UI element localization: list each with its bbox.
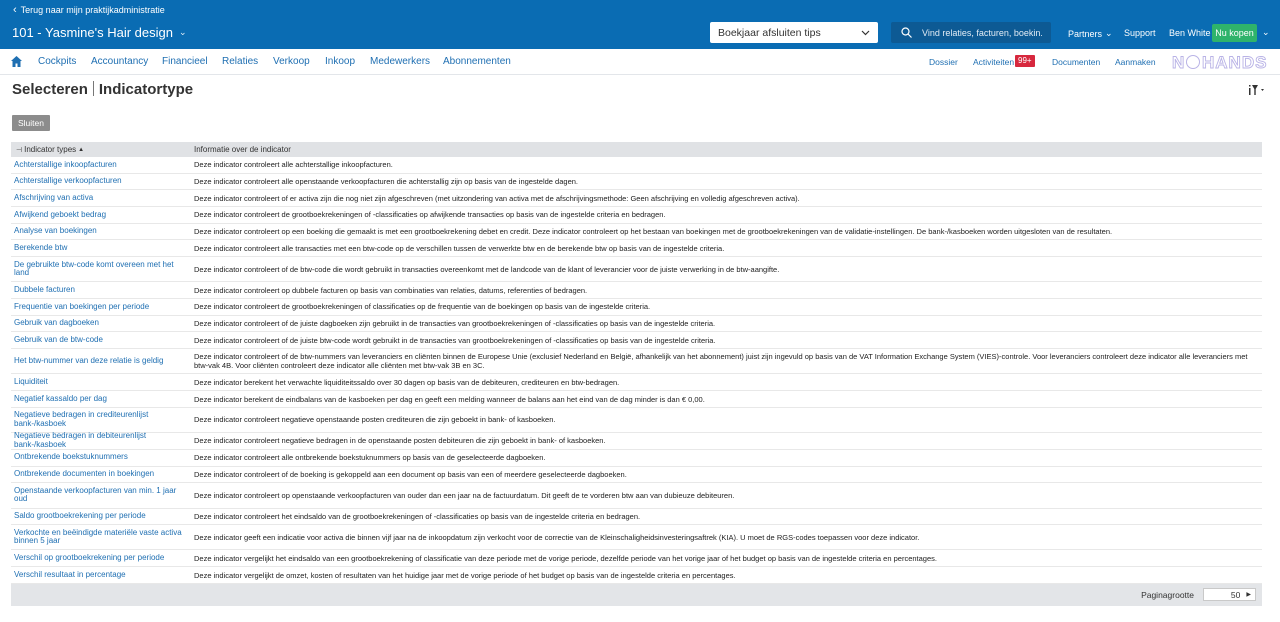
table-row[interactable]	[11, 240, 1262, 257]
company-selector[interactable]	[12, 25, 187, 40]
table-row[interactable]	[11, 567, 1262, 584]
indicator-type-link[interactable]: De gebruikte btw-code komt overeen met het land	[14, 259, 174, 278]
chevron-left-icon: ‹	[13, 3, 17, 16]
company-name: 101 - Yasmine's Hair design	[12, 25, 173, 40]
indicator-info: Deze indicator controleert of de juiste btw-code wordt gebruikt in de transacties van grootboekrekeningen of -classificaties op basis van de ingestelde criteria.	[194, 335, 716, 345]
nav-aanmaken[interactable]: Aanmaken	[1115, 57, 1156, 67]
user-name: Ben White	[1169, 28, 1211, 38]
page-size-select[interactable]	[1203, 588, 1256, 601]
user-menu[interactable]	[1169, 28, 1211, 38]
table-row[interactable]	[11, 509, 1262, 526]
indicator-info: Deze indicator controleert alle achterstallige inkoopfacturen.	[194, 160, 393, 170]
indicator-type-link[interactable]: Verschil op grootboekrekening per periode	[14, 553, 165, 563]
indicator-type-link[interactable]: Liquiditeit	[14, 377, 48, 387]
indicator-info: Deze indicator controleert de grootboekrekeningen of -classificaties op afwijkende transacties op basis van de ingestelde criteria en bedragen.	[194, 210, 666, 220]
indicator-info: Deze indicator controleert negatieve bedragen in de openstaande posten debiteuren die zijn geboekt in bank- of kasboeken.	[194, 436, 606, 446]
nav-cockpits[interactable]: Cockpits	[38, 56, 77, 67]
indicator-info: Deze indicator geeft een indicatie voor activa die binnen vijf jaar na de inkoopdatum zijn verkocht voor de correctie van de Kleinschaligheidsinvesteringsaftrek (KIA). U moet de RGS-codes toepassen voor deze indicator.	[194, 532, 920, 542]
filter-icon[interactable]	[1248, 84, 1268, 96]
page-size-label: Paginagrootte	[1141, 589, 1194, 600]
indicator-info: Deze indicator controleert de grootboekrekeningen of classificaties op de frequentie van de boekingen op basis van de ingestelde criteria.	[194, 302, 651, 312]
table-row[interactable]	[11, 174, 1262, 191]
chevron-down-icon: ⌄	[1105, 28, 1113, 38]
table-row[interactable]	[11, 374, 1262, 391]
table-row[interactable]	[11, 467, 1262, 484]
year-close-tips-select[interactable]	[710, 22, 878, 43]
chevron-down-icon	[861, 30, 870, 36]
support-link[interactable]	[1124, 28, 1156, 38]
indicator-type-link[interactable]: Ontbrekende boekstuknummers	[14, 452, 128, 462]
indicator-info: Deze indicator controleert op een boeking die gemaakt is met een grootboekrekening debet en credit. Deze indicator controleert op het bestaan van boekingen met de grootboekrekeningen van de validatie-instellingen. De bank-/kasboeken worden uitgesloten van de resultaten.	[194, 227, 1113, 237]
column-header-label: Indicator types	[24, 145, 77, 154]
buy-now-button[interactable]: Nu kopen	[1212, 24, 1257, 42]
search-icon	[901, 27, 912, 38]
indicator-type-link[interactable]: Ontbrekende documenten in boekingen	[14, 469, 155, 479]
indicator-type-link[interactable]: Frequentie van boekingen per periode	[14, 301, 150, 311]
pin-icon[interactable]: ⊣	[16, 146, 23, 154]
back-link-label: Terug naar mijn praktijkadministratie	[20, 5, 165, 15]
indicator-type-link[interactable]: Verkochte en beëindigde materiële vaste activa binnen 5 jaar	[14, 527, 182, 546]
table-row[interactable]	[11, 257, 1262, 282]
indicator-types-table	[11, 142, 1262, 606]
svg-text:HANDS: HANDS	[1202, 53, 1268, 71]
sort-ascending-icon: ▲	[78, 146, 85, 153]
indicator-type-link[interactable]: Afschrijving van activa	[14, 192, 94, 202]
table-row[interactable]	[11, 483, 1262, 508]
chevron-down-icon[interactable]: ⌄	[1262, 27, 1270, 37]
close-button[interactable]: Sluiten	[12, 115, 50, 131]
table-row[interactable]	[11, 224, 1262, 241]
column-header-info: Informatie over de indicator	[194, 145, 291, 154]
indicator-info: Deze indicator controleert op dubbele facturen op basis van combinaties van relaties, datums, referenties of bedragen.	[194, 285, 588, 295]
activities-count-badge: 99+	[1015, 55, 1035, 67]
indicator-info: Deze indicator controleert alle transacties met een btw-code op de verschillen tussen de verwerkte btw en de berekende btw op basis van de ingestelde criteria.	[194, 243, 725, 253]
indicator-info: Deze indicator controleert of de boeking is gekoppeld aan een document op basis van een of meerdere geselecteerde dagboeken.	[194, 469, 627, 479]
table-row[interactable]	[11, 525, 1262, 550]
nav-abonnementen[interactable]: Abonnementen	[443, 56, 511, 67]
nav-medewerkers[interactable]: Medewerkers	[370, 56, 431, 67]
chevron-down-icon: ⌄	[178, 27, 187, 37]
svg-text:N: N	[1172, 53, 1186, 71]
indicator-type-link[interactable]: Saldo grootboekrekening per periode	[14, 511, 146, 521]
indicator-info: Deze indicator controleert of de btw-nummers van leveranciers en cliënten binnen de Europese Unie (exclusief Nederland en België, afhankelijk van het abonnement) juist zijn ingevuld op basis van de VAT Information Exchange System (VIES)-controle. Voor leveranciers controleert deze indicator alle leveranciers met btw-vak 4B. Voor cliënten controleert deze indicator alle cliënten met btw-vak 3B en 3C.	[194, 352, 1248, 371]
indicator-type-link[interactable]: Achterstallige verkoopfacturen	[14, 176, 122, 186]
table-row[interactable]	[11, 408, 1262, 433]
table-row[interactable]	[11, 332, 1262, 349]
column-header-indicator-types[interactable]	[11, 145, 194, 154]
main-nav	[0, 49, 1280, 75]
indicator-type-link[interactable]: Afwijkend geboekt bedrag	[14, 209, 107, 219]
indicator-info: Deze indicator vergelijkt het eindsaldo van een grootboekrekening of classificatie van deze periode met de vorige periode, dezelfde periode van het vorige jaar of het budget op basis van de ingestelde criteria en percentages.	[194, 553, 937, 563]
nav-verkoop[interactable]: Verkoop	[273, 56, 310, 67]
global-search	[891, 22, 1051, 43]
indicator-type-link[interactable]: Verschil resultaat in percentage	[14, 569, 126, 579]
indicator-type-link[interactable]: Het btw-nummer van deze relatie is geldig	[14, 356, 164, 366]
page-title	[12, 81, 193, 98]
indicator-info: Deze indicator vergelijkt de omzet, kosten of resultaten van het huidige jaar met de vorige periode of het budget op basis van de ingestelde criteria en percentages.	[194, 570, 736, 580]
indicator-info: Deze indicator controleert op openstaande verkoopfacturen van ouder dan een jaar na de factuurdatum. Dit geeft de te vorderen btw aan van dubieuze debiteuren.	[194, 490, 735, 500]
indicator-type-link[interactable]: Analyse van boekingen	[14, 226, 97, 236]
title-divider	[93, 81, 94, 96]
support-label: Support	[1124, 28, 1156, 38]
indicator-info: Deze indicator controleert of de btw-code die wordt gebruikt in transacties overeenkomt met de landcode van de klant of leverancier voor de juiste verwerking in de btw-aangifte.	[194, 264, 780, 274]
indicator-type-link[interactable]: Dubbele facturen	[14, 285, 75, 295]
indicator-info: Deze indicator controleert alle ontbrekende boekstuknummers op basis van de geselecteerde dagboeken.	[194, 453, 546, 463]
nav-relaties[interactable]: Relaties	[222, 56, 259, 67]
home-icon[interactable]	[10, 55, 23, 68]
indicator-info: Deze indicator controleert alle openstaande verkoopfacturen die achterstallig zijn op basis van de ingestelde dagen.	[194, 177, 578, 187]
top-header	[0, 0, 1280, 49]
indicator-info: Deze indicator berekent het verwachte liquiditeitssaldo over 30 dagen op basis van de debiteuren, crediteuren en btw-bedragen.	[194, 377, 620, 387]
table-footer	[11, 584, 1262, 606]
year-select-value: Boekjaar afsluiten tips	[718, 26, 821, 39]
indicator-type-link[interactable]: Gebruik van de btw-code	[14, 335, 103, 345]
nav-documenten[interactable]: Documenten	[1052, 57, 1101, 67]
table-row[interactable]	[11, 282, 1262, 299]
page-title-indicator: Indicatortype	[98, 81, 194, 98]
partners-label: Partners	[1068, 28, 1103, 39]
indicator-type-link[interactable]: Negatieve bedragen in debiteurenlijst bank-/kasboek	[14, 431, 147, 449]
nav-financieel[interactable]: Financieel	[162, 56, 208, 67]
indicator-type-link[interactable]: Gebruik van dagboeken	[14, 318, 99, 328]
table-body	[11, 157, 1262, 584]
indicator-info: Deze indicator berekent de eindbalans van de kasboeken per dag en geeft een melding wanneer de balans aan het eind van de dag minder is dan € 0,00.	[194, 394, 705, 404]
indicator-type-link[interactable]: Openstaande verkoopfacturen van min. 1 jaar oud	[14, 485, 177, 504]
indicator-type-link[interactable]: Negatief kassaldo per dag	[14, 393, 107, 403]
nav-inkoop[interactable]: Inkoop	[325, 56, 356, 67]
partners-menu[interactable]	[1068, 28, 1113, 39]
table-row[interactable]	[11, 391, 1262, 408]
page-title-select: Selecteren	[12, 81, 88, 98]
table-header	[11, 142, 1262, 157]
nav-accountancy[interactable]: Accountancy	[91, 56, 149, 67]
indicator-type-link[interactable]: Berekende btw	[14, 243, 68, 253]
nav-activiteiten[interactable]: Activiteiten	[973, 57, 1015, 67]
back-to-practice-link[interactable]	[13, 5, 165, 15]
table-row[interactable]	[11, 433, 1262, 450]
table-row[interactable]	[11, 550, 1262, 567]
indicator-type-link[interactable]: Achterstallige inkoopfacturen	[14, 159, 117, 169]
table-row[interactable]	[11, 207, 1262, 224]
table-row[interactable]	[11, 299, 1262, 316]
table-row[interactable]	[11, 349, 1262, 374]
indicator-info: Deze indicator controleert of de juiste dagboeken zijn gebruikt in de transacties van grootboekrekeningen of -classificaties op basis van de ingestelde criteria.	[194, 319, 716, 329]
table-row[interactable]	[11, 190, 1262, 207]
table-row[interactable]	[11, 450, 1262, 467]
indicator-info: Deze indicator controleert of er activa zijn die nog niet zijn afgeschreven (met uitzondering van activa met de afschrijvingsmethode: Geen afschrijving en volledig afgeschreven activa).	[194, 193, 800, 203]
nav-dossier[interactable]: Dossier	[929, 57, 958, 67]
caret-right-icon: ▶	[1246, 592, 1251, 599]
table-row[interactable]	[11, 316, 1262, 333]
indicator-info: Deze indicator controleert het eindsaldo van de grootboekrekeningen of -classificaties op basis van de ingestelde criteria en bedragen.	[194, 511, 641, 521]
nohands-logo	[1171, 53, 1268, 71]
table-row[interactable]	[11, 157, 1262, 174]
page-size-value: 50	[1230, 589, 1241, 600]
indicator-info: Deze indicator controleert negatieve openstaande posten crediteuren die zijn geboekt in bank- of kasboeken.	[194, 415, 556, 425]
search-input[interactable]	[922, 28, 1042, 38]
indicator-type-link[interactable]: Negatieve bedragen in crediteurenlijst bank-/kasboek	[14, 410, 149, 428]
